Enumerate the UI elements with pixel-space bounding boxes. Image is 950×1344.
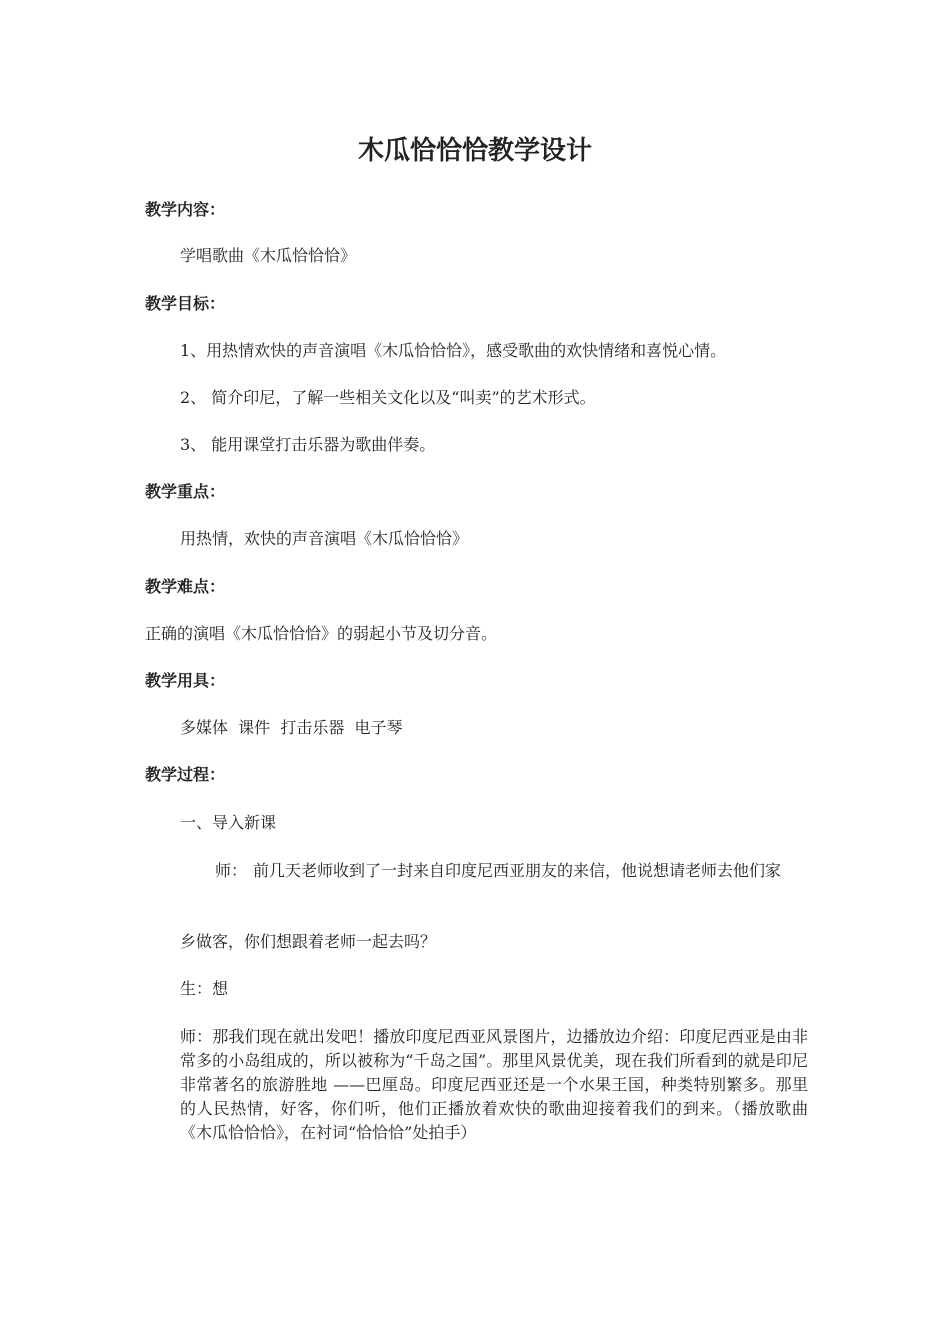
- student-reply: 生：想: [180, 979, 229, 998]
- tools-heading: 教学用具：: [145, 671, 226, 690]
- teacher-speech-2: 师：那我们现在就出发吧！播放印度尼西亚风景图片，边播放边介绍：印度尼西亚是由非常多的小岛组成的，所以被称为“千岛之国”。那里风景优美，现在我们所看到的就是印尼非常著名的旅游胜地 ——巴厘岛。印度尼西亚还是一个水果王国，种类特别繁多。那里的人民热情，好客，你们听，他们正播放着欢快的歌曲迎接着我们的到来。（播放歌曲《木瓜恰恰恰》，在衬词“恰恰恰”处拍手）: [180, 1027, 808, 1142]
- teacher-label: 师：: [215, 861, 248, 880]
- goal-item-2: 2、 简介印尼，了解一些相关文化以及“叫卖”的艺术形式。: [180, 388, 596, 407]
- teacher-speech-1: 前几天老师收到了一封来自印度尼西亚朋友的来信，他说想请老师去他们家: [253, 861, 782, 880]
- process-step-1: 一、导入新课: [180, 813, 277, 832]
- key-text: 用热情，欢快的声音演唱《木瓜恰恰恰》: [180, 529, 469, 548]
- document-title: 木瓜恰恰恰教学设计: [357, 136, 592, 166]
- difficulty-text: 正确的演唱《木瓜恰恰恰》的弱起小节及切分音。: [145, 624, 498, 643]
- difficulty-heading: 教学难点：: [145, 577, 226, 596]
- key-heading: 教学重点：: [145, 482, 226, 501]
- teacher-speech-1-continued: 乡做客，你们想跟着老师一起去吗？: [180, 932, 437, 951]
- goal-item-3: 3、 能用课堂打击乐器为歌曲伴奏。: [180, 435, 436, 454]
- content-heading: 教学内容：: [145, 200, 226, 219]
- goal-item-1: 1、用热情欢快的声音演唱《木瓜恰恰恰》，感受歌曲的欢快情绪和喜悦心情。: [180, 341, 727, 360]
- content-text: 学唱歌曲《木瓜恰恰恰》: [180, 246, 357, 265]
- tools-text: 多媒体 课件 打击乐器 电子琴: [180, 718, 403, 737]
- process-heading: 教学过程：: [145, 765, 226, 784]
- goals-heading: 教学目标：: [145, 294, 226, 313]
